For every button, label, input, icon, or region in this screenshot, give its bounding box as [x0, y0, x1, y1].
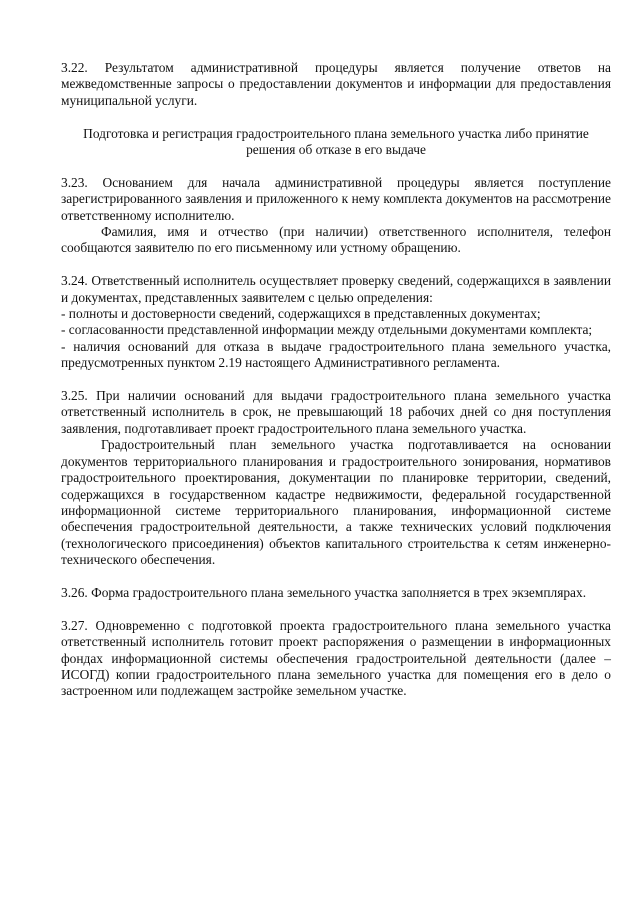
paragraph-3-24: 3.24. Ответственный исполнитель осуществляет проверку сведений, содержащихся в заявлении и документах, представленных заявителем с целью определения: — [61, 273, 611, 305]
paragraph-3-25-plan: Градостроительный план земельного участка подготавливается на основании документов территориального планирования и градостроительного зонирования, нормативов градостроительного проектирования, документации по планировке территории, сведений, содержащихся в государственном кадастре недвижимости, федеральной государственной информационной системе территориального планирования, информационной системе обеспечения градостроительной деятельности, а также технических условий подключения (технологического присоединения) объектов капитального строительства к сетям инженерно-технического обеспечения. — [61, 437, 611, 568]
paragraph-3-26: 3.26. Форма градостроительного плана земельного участка заполняется в трех экземплярах. — [61, 584, 587, 600]
list-item: - согласованности представленной информации между отдельными документами комплекта; — [61, 322, 593, 338]
paragraph-3-22: 3.22. Результатом административной процедуры является получение ответов на межведомственные запросы о предоставлении документов и информации для предоставления муниципальной услуги. — [61, 60, 611, 108]
paragraph-3-25: 3.25. При наличии оснований для выдачи градостроительного плана земельного участка ответственный исполнитель в срок, не превышающий 18 рабочих дней со дня поступления заявления, подготавливает проект градостроительного плана земельного участка. — [61, 388, 611, 436]
document-page — [61, 60, 611, 700]
paragraph-3-23-contact: Фамилия, имя и отчество (при наличии) ответственного исполнителя, телефон сообщаются заявителю по его письменному или устному обращению. — [61, 224, 611, 256]
list-item: - наличия оснований для отказа в выдаче градостроительного плана земельного участка, предусмотренных пунктом 2.19 настоящего Административного регламента. — [61, 338, 611, 371]
section-heading: Подготовка и регистрация градостроительного плана земельного участка либо принятие решения об отказе в его выдаче — [83, 125, 589, 158]
paragraph-3-27: 3.27. Одновременно с подготовкой проекта градостроительного плана земельного участка ответственный исполнитель готовит проект распоряжения о размещении в информационных фондах информационной системы обеспечения градостроительной деятельности (далее – ИСОГД) копии градостроительного плана земельного участка для помещения его в дело о застроенном или подлежащем застройке земельном участке. — [61, 617, 611, 699]
list-item: - полноты и достоверности сведений, содержащихся в представленных документах; — [61, 306, 541, 322]
paragraph-3-23: 3.23. Основанием для начала административной процедуры является поступление зарегистрированного заявления и приложенного к нему комплекта документов на рассмотрение ответственному исполнителю. — [61, 174, 611, 223]
